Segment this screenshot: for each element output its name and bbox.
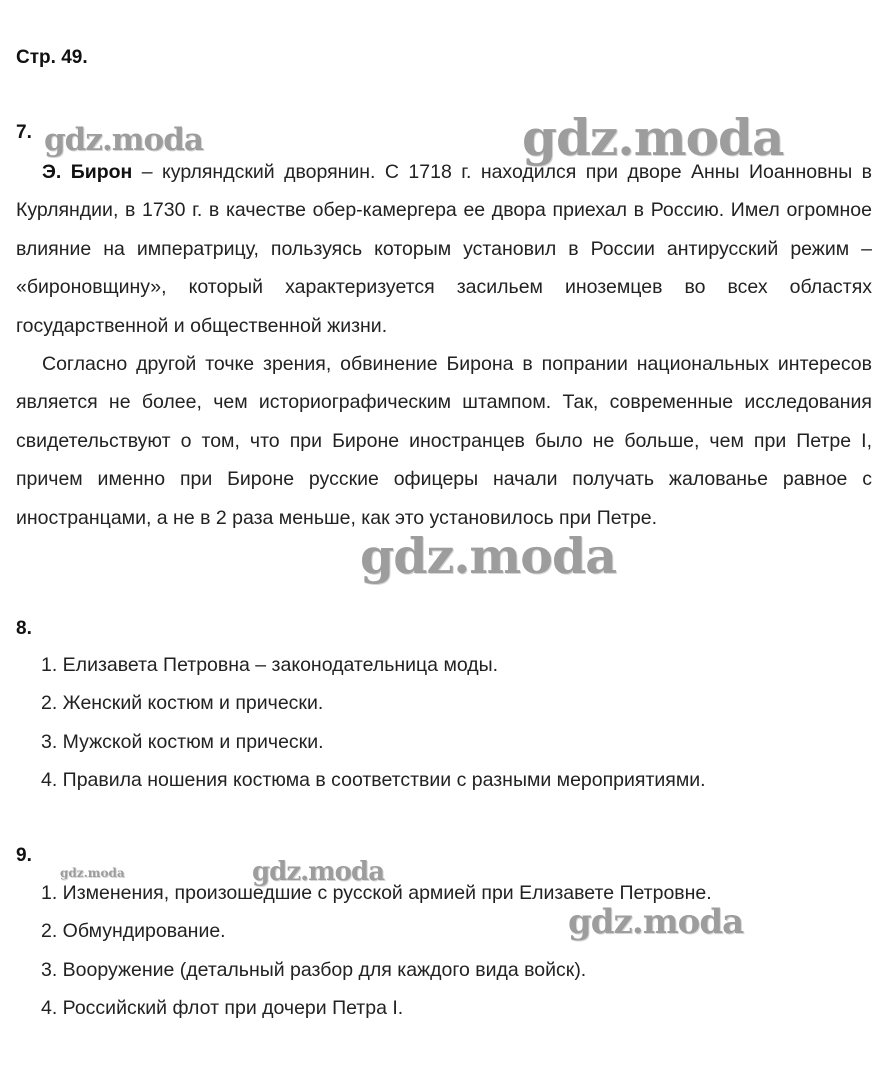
watermark: gdz.moda (568, 902, 744, 942)
list-item: 4. Российский флот при дочери Петра I. (41, 997, 404, 1020)
task-7-paragraph-1 (16, 153, 872, 345)
watermark: gdz.moda (44, 122, 203, 158)
task-9-list (41, 874, 712, 1028)
list-item: 2. Обмундирование. (41, 920, 226, 943)
watermark: gdz.moda (252, 857, 385, 887)
task-8-list (41, 646, 706, 800)
page-label: Стр. 49. (16, 47, 88, 68)
watermark: gdz.moda (522, 108, 784, 167)
list-item: 3. Мужской костюм и прически. (41, 730, 324, 753)
list-item: 3. Вооружение (детальный разбор для каждого вида войск). (41, 958, 587, 981)
list-item: 1. Изменения, произошедшие с русской армией при Елизавете Петровне. (41, 882, 712, 904)
list-item: 1. Елизавета Петровна – законодательница моды. (41, 654, 499, 676)
task-7-paragraph-2: Согласно другой точке зрения, обвинение Бирона в попрании национальных интересов является не более, чем историографическим штампом. Так, современные исследования свидетельствуют о том, что при Бироне иностранцев было не больше, чем при Петре I, причем именно при Бироне русские офицеры начали получать жалованье равное с иностранцами, а не в 2 раза меньше, как это установилось при Петре. (16, 353, 872, 529)
watermark: gdz.moda (60, 866, 125, 880)
task-9-number: 9. (16, 845, 32, 866)
watermark: gdz.moda (360, 527, 616, 585)
list-item: 4. Правила ношения костюма в соответствии с разными мероприятиями. (41, 769, 706, 792)
task-7-paragraph-1-rest: – курляндский дворянин. С 1718 г. находился при дворе Анны Иоанновны в Курляндии, в 1730 г. в качестве обер-камергера ее двора приехал в Россию. Имел огромное влияние на императрицу, пользуясь которым установил в России антирусский режим – «бироновщину», который характеризуется засильем иноземцев во всех областях государственной и общественной жизни. (16, 161, 872, 337)
task-7-person-name: Э. Бирон (42, 161, 133, 183)
task-8-number: 8. (16, 618, 32, 639)
list-item: 2. Женский костюм и прически. (41, 692, 324, 715)
task-7-text (16, 153, 872, 537)
task-7-number: 7. (16, 122, 32, 143)
